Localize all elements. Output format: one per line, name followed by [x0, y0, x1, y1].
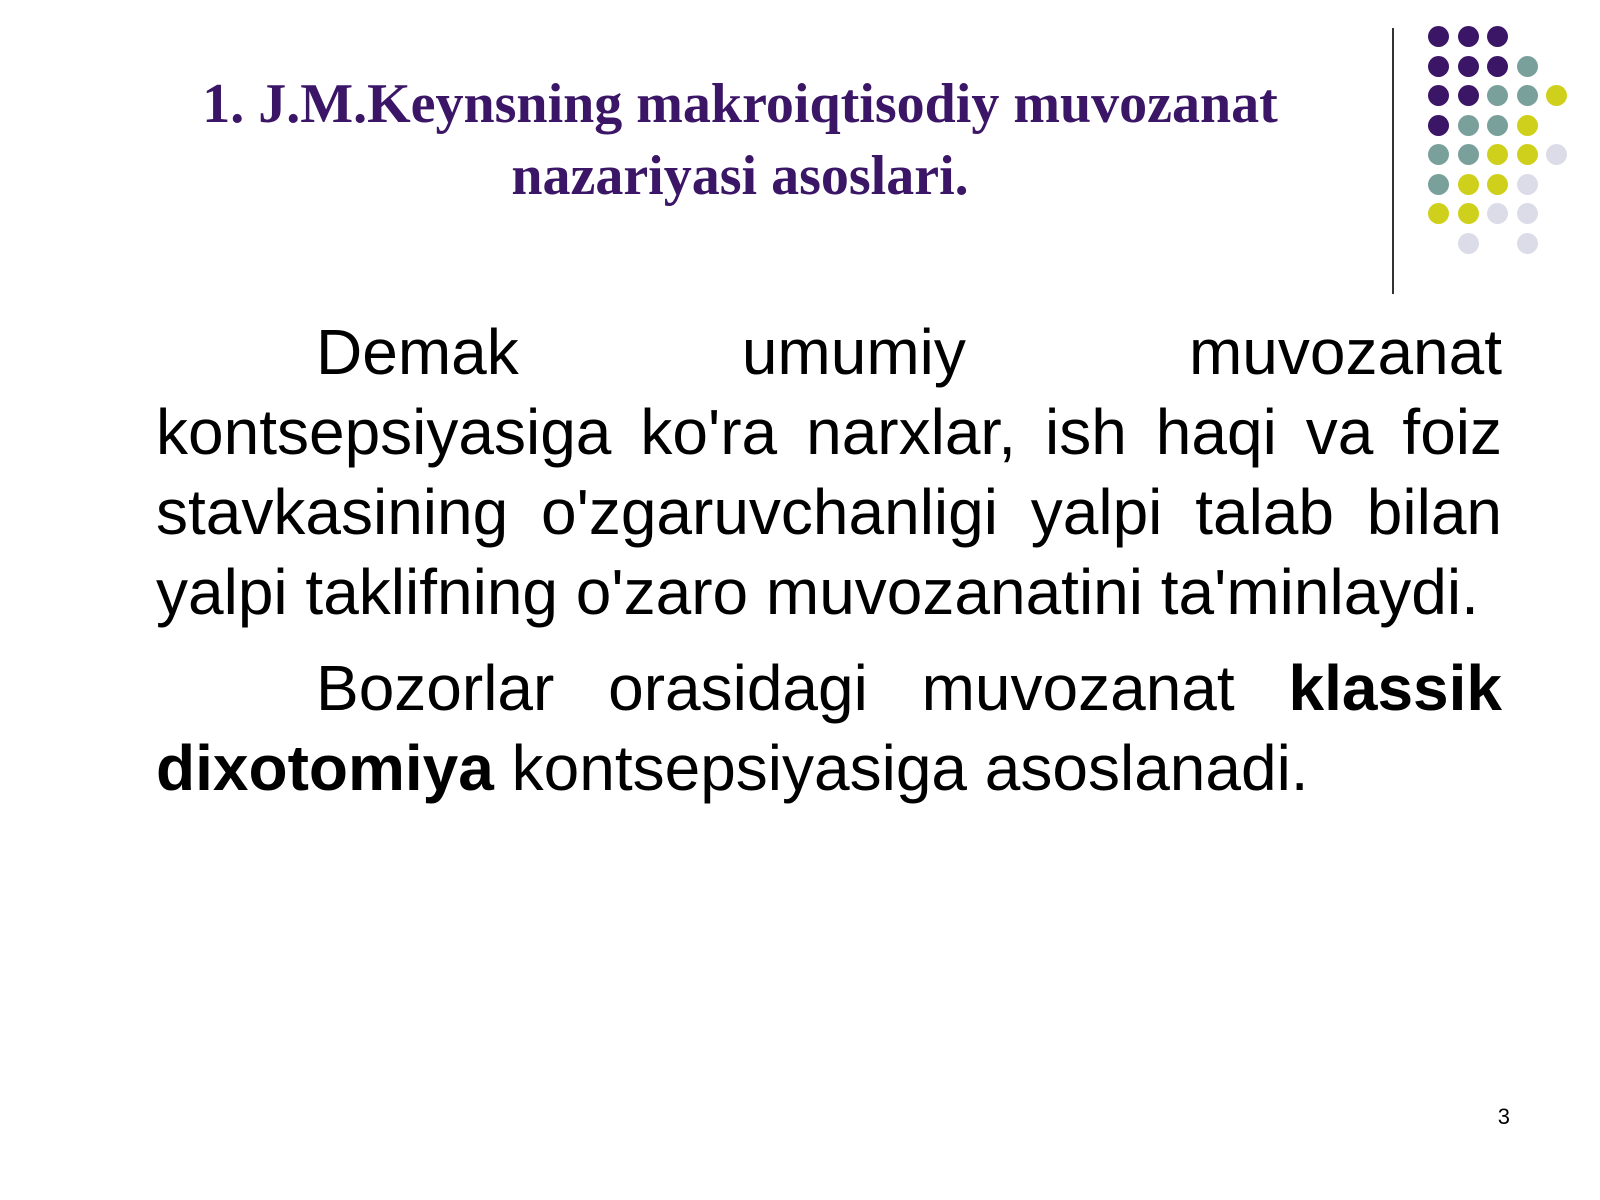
- paragraph-2-intro: Bozorlar orasidagi muvozanat: [316, 652, 1289, 724]
- decorative-dot: [1487, 174, 1508, 195]
- page-number: 3: [1497, 1104, 1510, 1129]
- decorative-dot: [1458, 26, 1479, 47]
- paragraph-2-bold-term: klassik dixotomiya: [156, 652, 1502, 804]
- decorative-dot: [1487, 115, 1508, 136]
- decorative-dot: [1546, 85, 1567, 106]
- decorative-dot: [1487, 56, 1508, 77]
- decorative-dot: [1517, 56, 1538, 77]
- decorative-dot: [1458, 233, 1479, 254]
- decorative-dot: [1487, 85, 1508, 106]
- slide-body: [156, 312, 1502, 808]
- decorative-dot: [1428, 203, 1449, 224]
- decorative-dot-grid: [0, 0, 1600, 300]
- decorative-dot: [1487, 26, 1508, 47]
- decorative-dot: [1458, 144, 1479, 165]
- decorative-dot: [1428, 26, 1449, 47]
- decorative-dot: [1546, 144, 1567, 165]
- decorative-dot: [1428, 174, 1449, 195]
- paragraph-2-end: kontsepsiyasiga asoslanadi.: [493, 732, 1309, 804]
- decorative-dot: [1458, 203, 1479, 224]
- slide-title: 1. J.M.Keynsning makroiqtisodiy muvozanat nazariyasi asoslari.: [202, 73, 1278, 207]
- decorative-dot: [1517, 174, 1538, 195]
- decorative-dot: [1517, 233, 1538, 254]
- decorative-dot: [1428, 85, 1449, 106]
- decorative-dot: [1517, 85, 1538, 106]
- decorative-dot: [1428, 115, 1449, 136]
- decorative-dot: [1458, 115, 1479, 136]
- decorative-dot: [1428, 144, 1449, 165]
- decorative-dot: [1458, 174, 1479, 195]
- decorative-dot: [1458, 85, 1479, 106]
- decorative-dot: [1428, 56, 1449, 77]
- decorative-dot: [1458, 56, 1479, 77]
- body-paragraph-1: Demak umumiy muvozanat kontsepsiyasiga ko'ra narxlar, ish haqi va foiz stavkasining o'zgaruvchanligi yalpi talab bilan yalpi taklifning o'zaro muvozanatini ta'minlaydi.: [156, 316, 1502, 628]
- body-paragraph-2: [156, 648, 1502, 808]
- decorative-dot: [1517, 144, 1538, 165]
- decorative-dot: [1487, 144, 1508, 165]
- decorative-dot: [1517, 203, 1538, 224]
- decorative-dot: [1517, 115, 1538, 136]
- decorative-dot: [1487, 203, 1508, 224]
